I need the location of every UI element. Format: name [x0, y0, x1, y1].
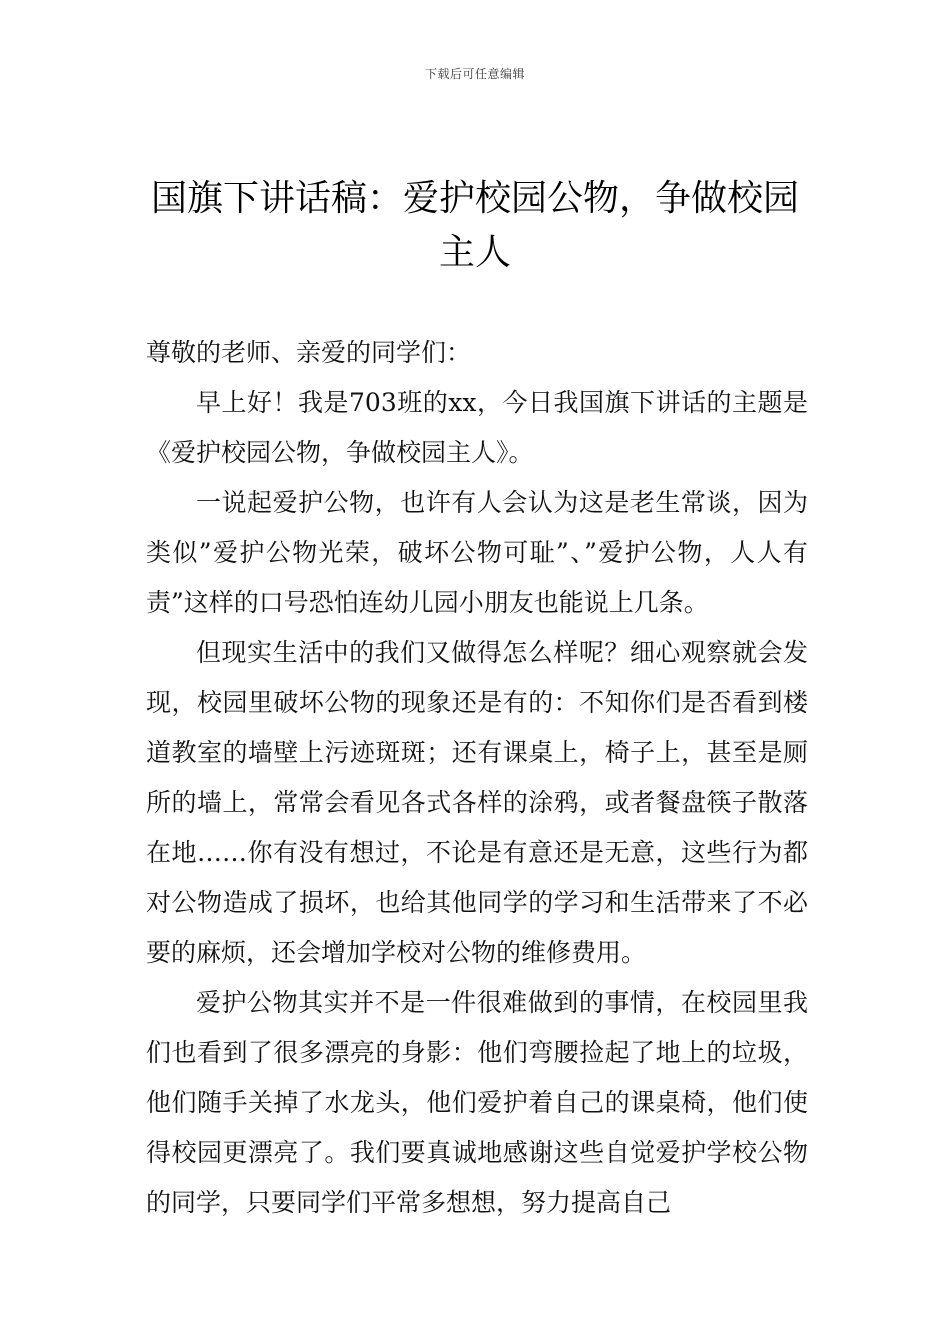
document-body — [146, 328, 808, 1228]
header-note: 下载后可任意编辑 — [424, 67, 525, 81]
salutation: 尊敬的老师、亲爱的同学们： — [146, 338, 472, 367]
paragraph-1: 早上好！我是703班的xx，今日我国旗下讲话的主题是《爱护校园公物，争做校园主人》。 — [146, 388, 808, 467]
paragraph-3: 但现实生活中的我们又做得怎么样呢？细心观察就会发现，校园里破坏公物的现象还是有的：不知你们是否看到楼道教室的墙壁上污迹斑斑；还有课桌上，椅子上，甚至是厕所的墙上，常常会看见各式各样的涂鸦，或者餐盘筷子散落在地……你有没有想过，不论是有意还是无意，这些行为都对公物造成了损坏，也给其他同学的学习和生活带来了不必要的麻烦，还会增加学校对公物的维修费用。 — [146, 638, 808, 967]
paragraph-2: 一说起爱护公物，也许有人会认为这是老生常谈，因为类似”爱护公物光荣，破坏公物可耻”、”爱护公物，人人有责”这样的口号恐怕连幼儿园小朋友也能说上几条。 — [146, 488, 808, 617]
paragraph-4: 爱护公物其实并不是一件很难做到的事情，在校园里我们也看到了很多漂亮的身影：他们弯腰捡起了地上的垃圾，他们随手关掉了水龙头，他们爱护着自己的课桌椅，他们使得校园更漂亮了。我们要真诚地感谢这些自觉爱护学校公物的同学，只要同学们平常多想想，努力提高自己 — [146, 988, 808, 1217]
document-title: 国旗下讲话稿：爱护校园公物，争做校园主人 — [150, 178, 799, 273]
